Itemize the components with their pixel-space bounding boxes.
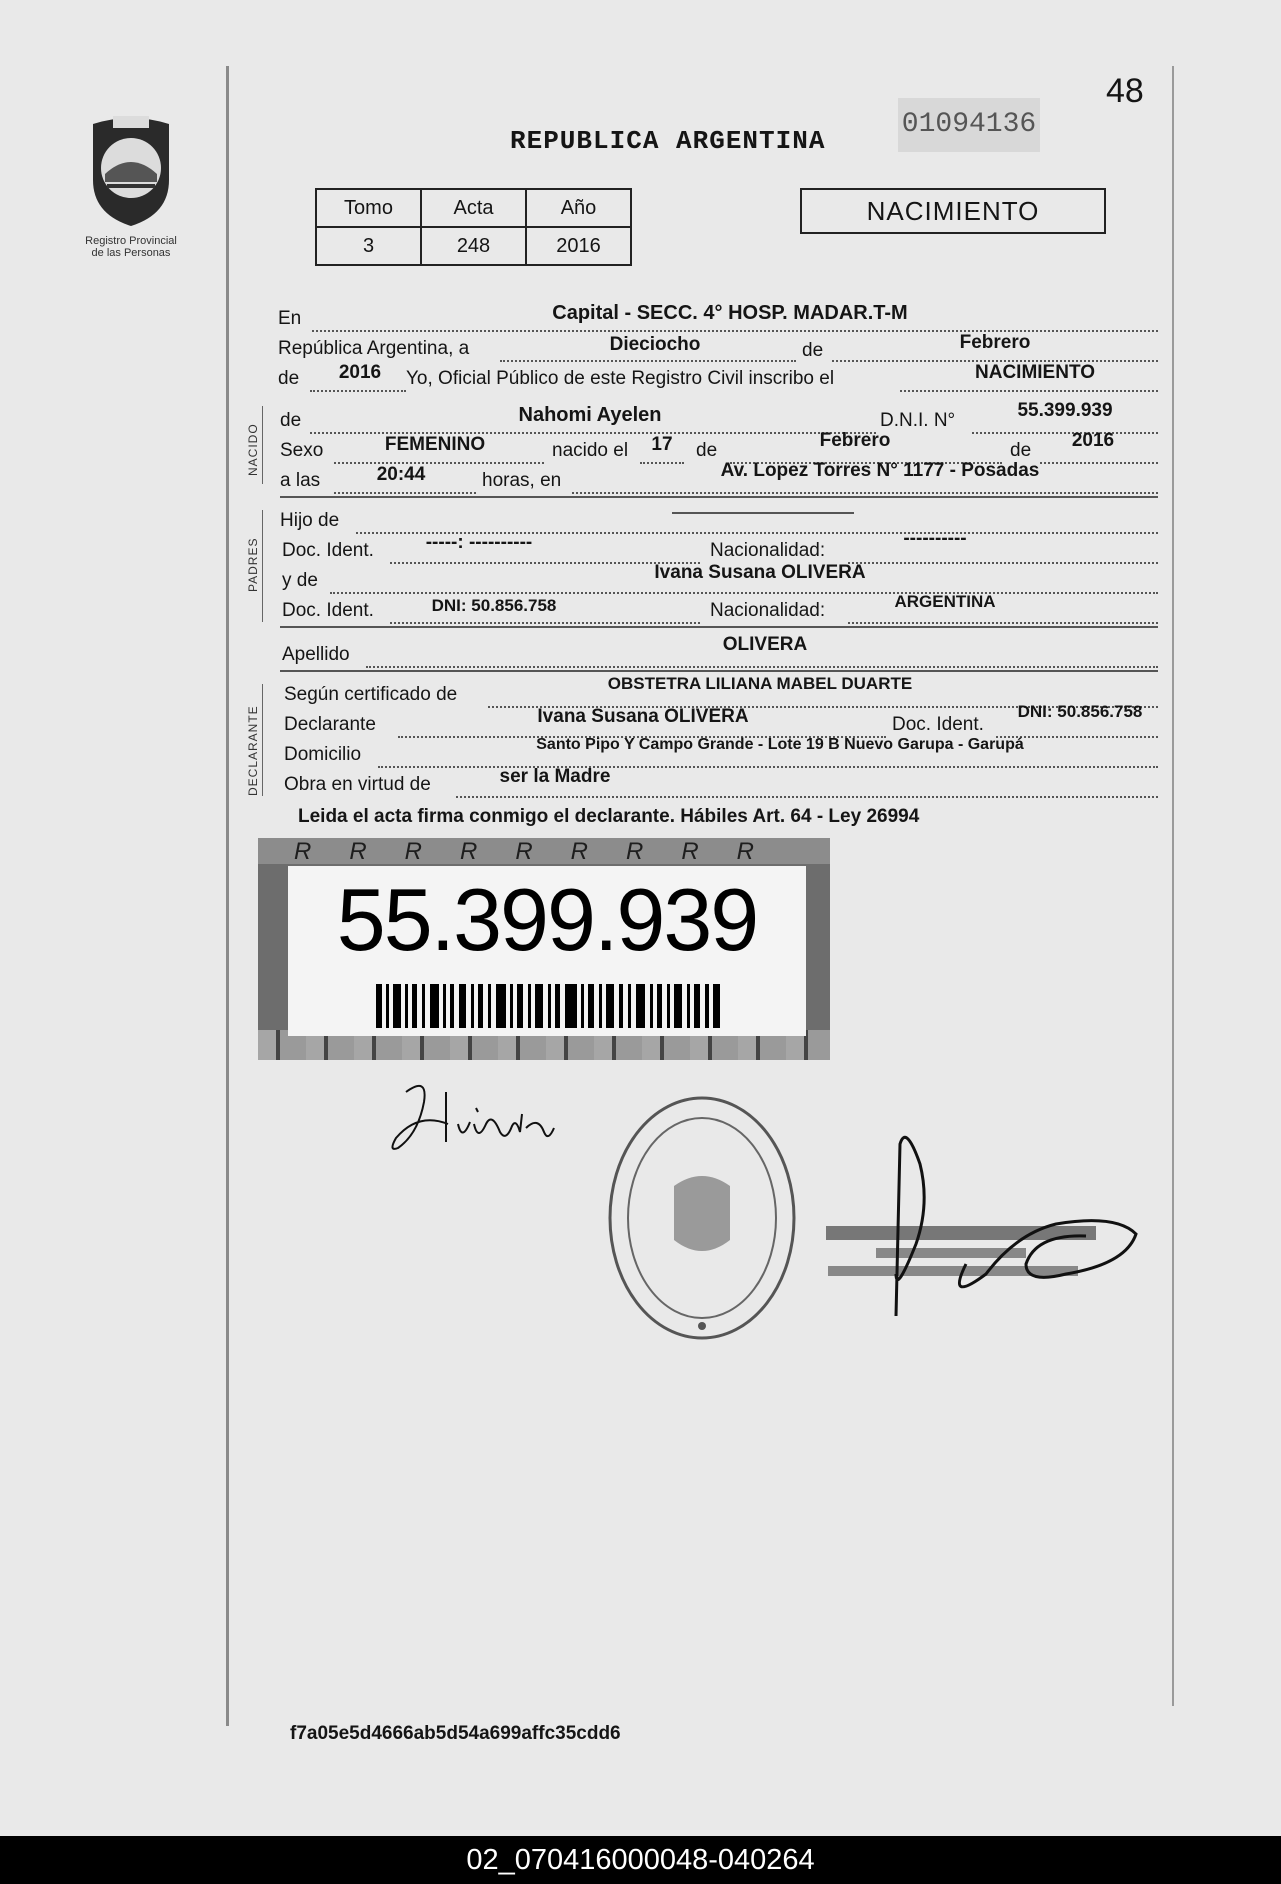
label-sexo: Sexo — [280, 440, 324, 461]
header-acta: Acta — [421, 189, 526, 227]
registry-logo — [66, 110, 196, 270]
header-anio: Año — [526, 189, 631, 227]
father-name-blank — [672, 512, 854, 514]
dots-mother-nationality — [848, 622, 1158, 624]
side-label-declarante: DECLARANTE — [246, 705, 260, 796]
document-hash: f7a05e5d4666ab5d54a699affc35cdd6 — [290, 1723, 621, 1744]
left-margin-line — [226, 66, 229, 1726]
file-code: 02_070416000048-040264 — [466, 1844, 815, 1876]
label-father-doc: Doc. Ident. — [282, 540, 374, 561]
side-line-padres — [262, 510, 263, 622]
label-horas: horas, en — [482, 470, 562, 491]
value-name: Nahomi Ayelen — [518, 404, 662, 426]
dots-inscribo — [900, 390, 1158, 392]
value-declarante: Ivana Susana OLIVERA — [537, 706, 749, 727]
value-father-nationality: ---------- — [903, 528, 967, 549]
divider-nacido — [280, 496, 1158, 498]
provincial-shield-icon — [83, 110, 179, 230]
label-obra: Obra en virtud de — [284, 774, 431, 795]
record-type-box: NACIMIENTO — [800, 188, 1106, 234]
label-dni: D.N.I. N° — [880, 410, 956, 431]
value-mother-doc: DNI: 50.856.758 — [431, 596, 557, 615]
label-certificado: Según certificado de — [284, 684, 458, 705]
value-month: Febrero — [959, 332, 1031, 353]
value-domicilio: Santo Pipo Y Campo Grande - Lote 19 B Nuevo Garupa - Garupá — [536, 736, 1024, 753]
dots-year — [310, 390, 406, 392]
logo-caption-line1: Registro Provincial — [85, 235, 177, 247]
document-heading: REPUBLICA ARGENTINA — [510, 126, 826, 156]
value-time: 20:44 — [376, 464, 426, 485]
label-mother-nationality: Nacionalidad: — [710, 600, 826, 621]
label-mother-doc: Doc. Ident. — [282, 600, 374, 621]
barcode-bars-icon — [376, 984, 720, 1028]
value-acta: 248 — [421, 227, 526, 265]
value-anio: 2016 — [526, 227, 631, 265]
right-margin-line — [1172, 66, 1174, 1706]
label-de-year: de — [278, 368, 300, 389]
value-day: Dieciocho — [609, 334, 701, 355]
id-barcode-sticker — [258, 838, 830, 1060]
value-obra: ser la Madre — [499, 766, 611, 787]
logo-caption-line2: de las Personas — [91, 247, 171, 259]
side-line-nacido — [262, 406, 263, 484]
label-declarante-doc: Doc. Ident. — [892, 714, 984, 735]
value-inscribo: NACIMIENTO — [975, 362, 1095, 383]
label-father-nationality: Nacionalidad: — [710, 540, 826, 561]
label-declarante: Declarante — [284, 714, 376, 735]
declarant-signature — [388, 1072, 568, 1162]
value-mother-nationality: ARGENTINA — [894, 592, 996, 611]
serial-stamp: 01094136 — [898, 98, 1040, 152]
value-sexo: FEMENINO — [384, 434, 486, 455]
label-republica: República Argentina, a — [278, 338, 470, 359]
value-certificado: OBSTETRA LILIANA MABEL DUARTE — [607, 674, 913, 693]
value-dni: 55.399.939 — [1017, 400, 1113, 421]
label-apellido: Apellido — [282, 644, 350, 665]
registry-table — [315, 188, 632, 266]
label-de-name: de — [280, 410, 302, 431]
value-apellido: OLIVERA — [722, 634, 808, 655]
label-alas: a las — [280, 470, 321, 491]
dots-apellido — [366, 666, 1158, 668]
value-place-registry: Capital - SECC. 4° HOSP. MADAR.T-M — [552, 302, 908, 324]
value-year: 2016 — [338, 362, 382, 383]
label-nacido: nacido el — [552, 440, 629, 461]
registry-round-seal-icon — [604, 1090, 800, 1346]
barcode-number: 55.399.939 — [336, 870, 758, 969]
side-line-declarante — [262, 684, 263, 796]
header-tomo: Tomo — [316, 189, 421, 227]
divider-padres — [280, 626, 1158, 628]
dots-mother-name — [330, 592, 1158, 594]
official-signature-stamp — [826, 1124, 1156, 1324]
page-number: 48 — [1106, 72, 1144, 110]
value-birth-day: 17 — [651, 434, 673, 455]
dots-obra — [456, 796, 1158, 798]
side-label-nacido: NACIDO — [246, 423, 260, 476]
closing-statement: Leida el acta firma conmigo el declarante. Hábiles Art. 64 - Ley 26994 — [298, 806, 920, 827]
label-oficial: Yo, Oficial Público de este Registro Civil inscribo el — [406, 368, 835, 389]
label-de-month: de — [802, 340, 824, 361]
label-en: En — [278, 308, 302, 329]
label-yde: y de — [282, 570, 318, 591]
dots-birth-place — [572, 492, 1158, 494]
value-birth-place: Av. Lopez Torres N° 1177 - Posadas — [720, 460, 1040, 481]
dots-day — [500, 360, 796, 362]
divider-apellido — [280, 670, 1158, 672]
label-domicilio: Domicilio — [284, 744, 362, 765]
dots-mother-doc — [390, 622, 700, 624]
r-pattern-strip: RRRRRRRRR — [258, 838, 830, 864]
value-birth-year: 2016 — [1071, 430, 1115, 451]
value-father-doc: -----: ---------- — [425, 532, 533, 553]
label-hijo: Hijo de — [280, 510, 340, 531]
value-declarante-doc: DNI: 50.856.758 — [1017, 702, 1143, 721]
value-mother-name: Ivana Susana OLIVERA — [654, 562, 866, 583]
dots-time — [334, 492, 476, 494]
barcode-label — [288, 866, 806, 1036]
label-de-birth-month: de — [696, 440, 718, 461]
value-tomo: 3 — [316, 227, 421, 265]
label-de-birth-year: de — [1010, 440, 1032, 461]
side-label-padres: PADRES — [246, 537, 260, 592]
value-birth-month: Febrero — [819, 430, 891, 451]
